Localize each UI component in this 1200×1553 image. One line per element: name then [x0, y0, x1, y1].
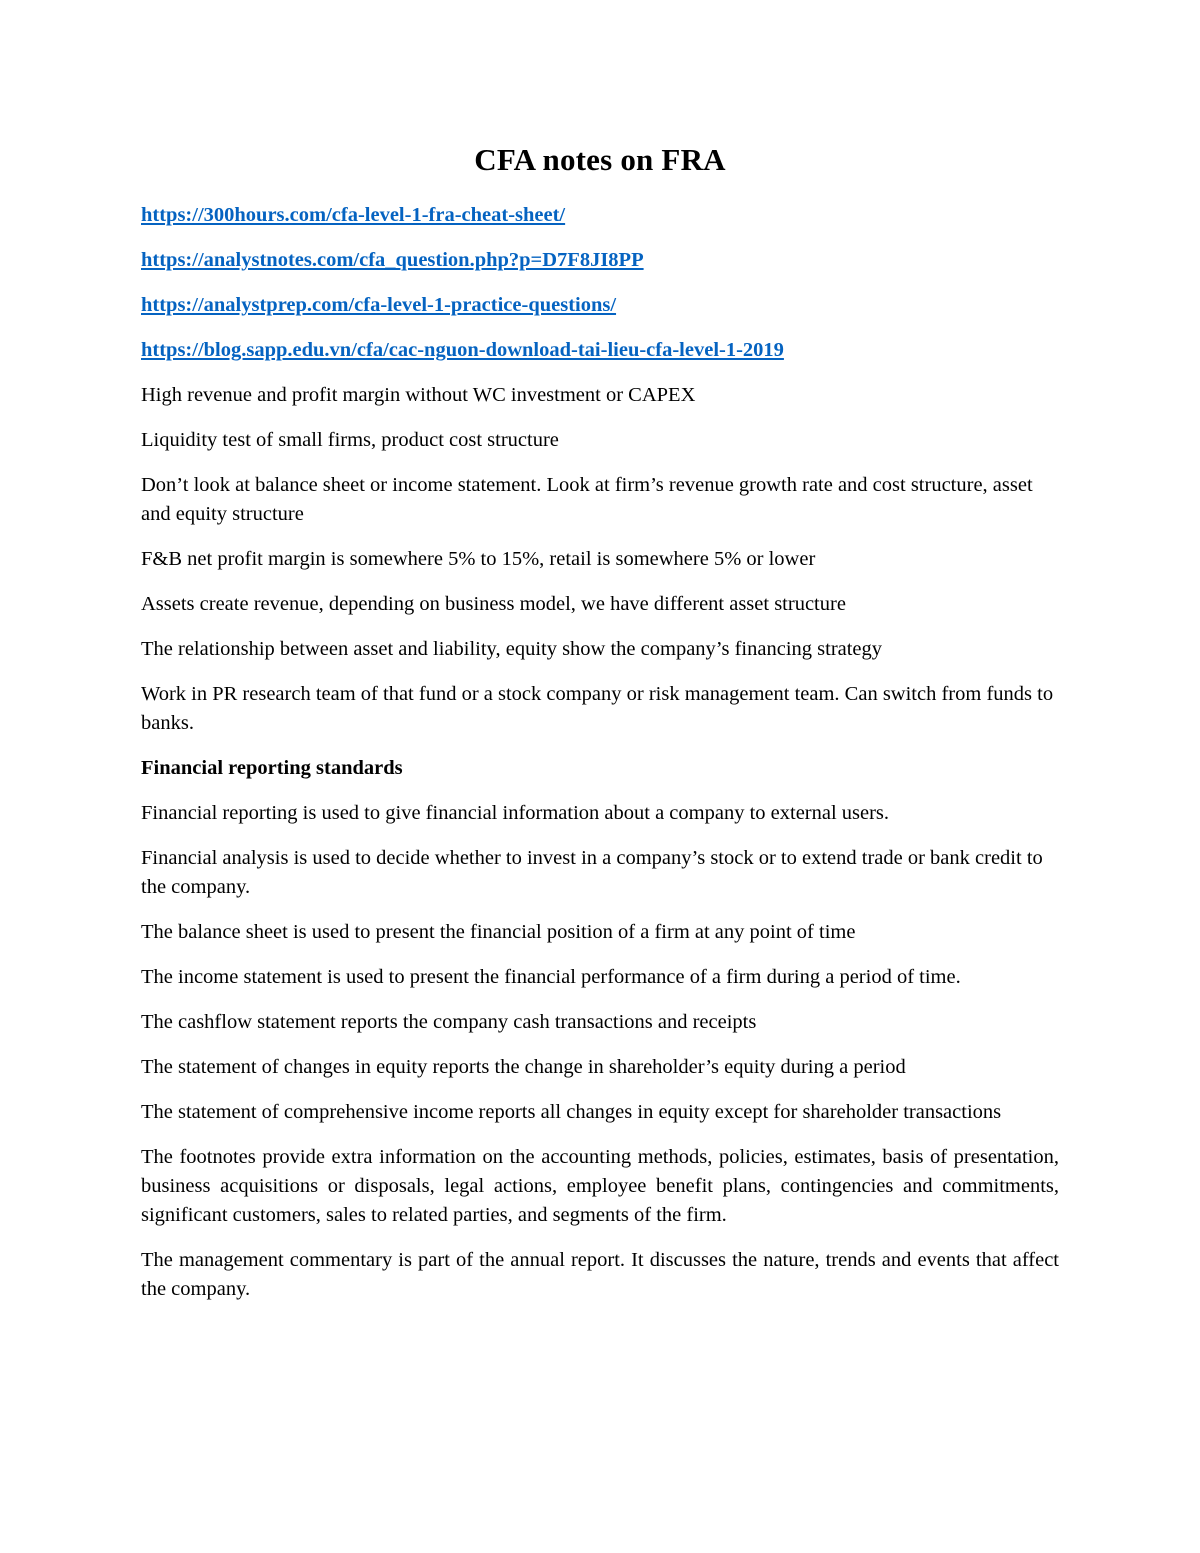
section-paragraph: The statement of changes in equity reports the change in shareholder’s equity during a period: [141, 1056, 906, 1078]
link-analystprep[interactable]: https://analystprep.com/cfa-level-1-practice-questions/: [141, 294, 617, 316]
section-paragraph: The statement of comprehensive income reports all changes in equity except for shareholder transactions: [141, 1101, 1002, 1123]
section-paragraph: The balance sheet is used to present the financial position of a firm at any point of time: [141, 921, 856, 943]
link-analystnotes[interactable]: https://analystnotes.com/cfa_question.php?p=D7F8JI8PP: [141, 249, 644, 271]
note-paragraph: High revenue and profit margin without WC investment or CAPEX: [141, 384, 696, 406]
document-content: [141, 140, 1059, 1320]
note-paragraph: Assets create revenue, depending on business model, we have different asset structure: [141, 593, 846, 615]
section-paragraph: Financial analysis is used to decide whether to invest in a company’s stock or to extend trade or bank credit to the company.: [141, 847, 1043, 898]
document-title: CFA notes on FRA: [474, 142, 726, 177]
link-300hours[interactable]: https://300hours.com/cfa-level-1-fra-cheat-sheet/: [141, 204, 566, 226]
note-paragraph: Don’t look at balance sheet or income statement. Look at firm’s revenue growth rate and cost structure, asset and equity structure: [141, 474, 1033, 525]
section-paragraph: The income statement is used to present the financial performance of a firm during a period of time.: [141, 966, 961, 988]
section-paragraph: The management commentary is part of the annual report. It discusses the nature, trends and events that affect the company.: [141, 1249, 1059, 1300]
link-sapp-blog[interactable]: https://blog.sapp.edu.vn/cfa/cac-nguon-download-tai-lieu-cfa-level-1-2019: [141, 339, 784, 361]
note-paragraph: Liquidity test of small firms, product cost structure: [141, 429, 559, 451]
note-paragraph: F&B net profit margin is somewhere 5% to 15%, retail is somewhere 5% or lower: [141, 548, 816, 570]
section-heading: Financial reporting standards: [141, 757, 403, 779]
section-paragraph: The footnotes provide extra information on the accounting methods, policies, estimates, basis of presentation, business acquisitions or disposals, legal actions, employee benefit plans, contingencies and commitments, significant customers, sales to related parties, and segments of the firm.: [141, 1146, 1059, 1226]
note-paragraph: The relationship between asset and liability, equity show the company’s financing strategy: [141, 638, 883, 660]
section-paragraph: The cashflow statement reports the company cash transactions and receipts: [141, 1011, 757, 1033]
section-paragraph: Financial reporting is used to give financial information about a company to external users.: [141, 802, 890, 824]
note-paragraph: Work in PR research team of that fund or a stock company or risk management team. Can switch from funds to banks.: [141, 683, 1054, 734]
